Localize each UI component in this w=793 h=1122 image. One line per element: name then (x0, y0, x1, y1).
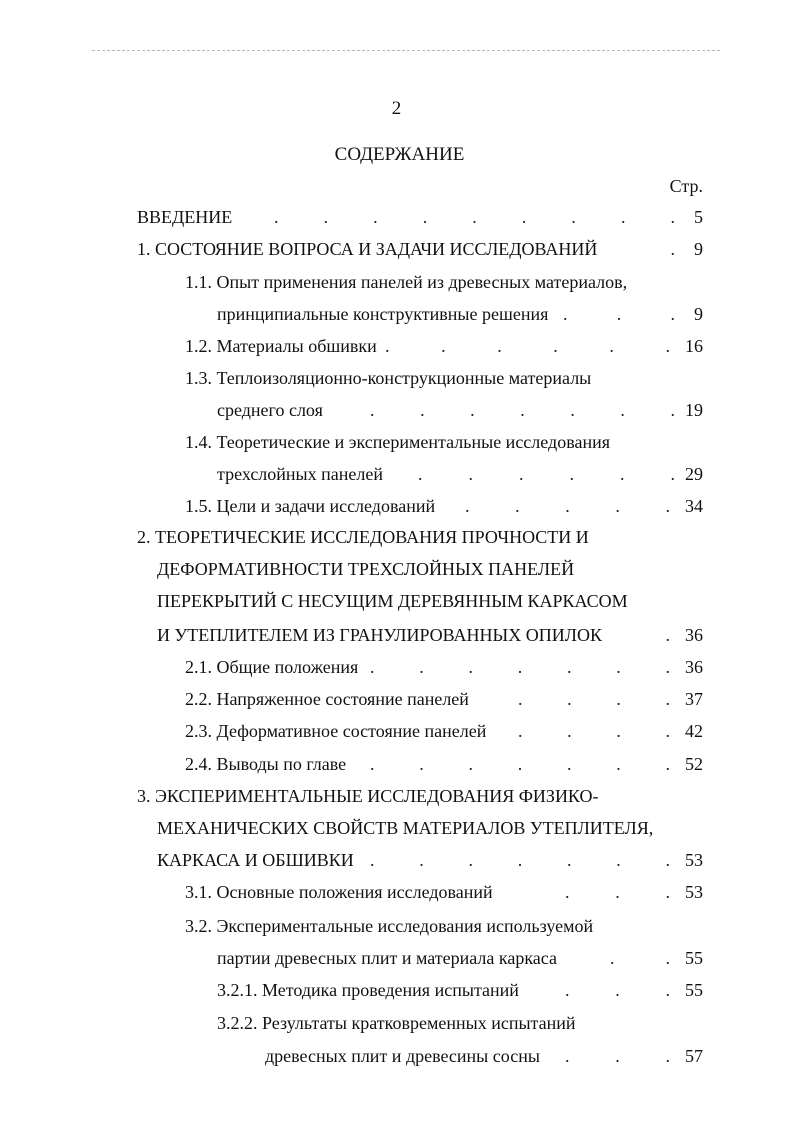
toc-entry (0, 715, 793, 747)
toc-entry (0, 490, 793, 522)
toc-entry (0, 651, 793, 683)
toc-entry-title: 3. ЭКСПЕРИМЕНТАЛЬНЫЕ ИССЛЕДОВАНИЯ ФИЗИКО- (137, 786, 599, 806)
toc-leader-dots: . . . . . (465, 496, 670, 516)
toc-entry-page: 34 (685, 496, 703, 516)
toc-entry (0, 330, 793, 362)
toc-leader-dots: . . . . . . . . . (274, 207, 675, 227)
toc-entry (0, 362, 793, 394)
toc-leader-dots: . . . . . . . (370, 657, 670, 677)
toc-entry-page: 55 (685, 948, 703, 968)
toc-leader-dots: . . . (565, 1046, 670, 1066)
toc-entry-title: ВВЕДЕНИЕ (137, 207, 233, 227)
document-title: СОДЕРЖАНИЕ (334, 144, 465, 165)
toc-leader-dots: . . . . . . . (370, 400, 675, 420)
toc-entry-page: 29 (685, 464, 703, 484)
toc-entry (0, 974, 793, 1006)
toc-entry-title: партии древесных плит и материала каркаса (217, 948, 557, 968)
toc-entry-title: трехслойных панелей (217, 464, 383, 484)
toc-entry (0, 1040, 793, 1072)
toc-leader-dots: . (665, 625, 670, 645)
toc-entry-page: 57 (685, 1046, 703, 1066)
toc-leader-dots: . . . . (518, 721, 670, 741)
toc-leader-dots: . (670, 239, 675, 259)
toc-entry (0, 619, 793, 651)
toc-entry-page: 5 (694, 207, 703, 227)
toc-entry-title: 1. СОСТОЯНИЕ ВОПРОСА И ЗАДАЧИ ИССЛЕДОВАНИЙ (137, 239, 598, 259)
toc-leader-dots: . . . . (518, 689, 670, 709)
toc-entry-page: 52 (685, 754, 703, 774)
toc-entry-title: 2.4. Выводы по главе (185, 754, 347, 774)
toc-entry (0, 683, 793, 715)
toc-leader-dots: . . . . . . (418, 464, 675, 484)
toc-entry (0, 780, 793, 812)
toc-entry-page: 53 (685, 850, 703, 870)
toc-entry-page: 9 (694, 239, 703, 259)
toc-entry (0, 426, 793, 458)
toc-entry-page: 36 (685, 657, 703, 677)
toc-entry-title: МЕХАНИЧЕСКИХ СВОЙСТВ МАТЕРИАЛОВ УТЕПЛИТЕЛЯ, (157, 818, 654, 838)
toc-entry-page: 36 (685, 625, 703, 645)
toc-leader-dots: . . (610, 948, 670, 968)
toc-entry-title: 2.2. Напряженное состояние панелей (185, 689, 469, 709)
toc-entry (0, 585, 793, 617)
toc-leader-dots: . . . . . . . (370, 754, 670, 774)
toc-entry (0, 844, 793, 876)
toc-entry-page: 55 (685, 980, 703, 1000)
toc-leader-dots: . . . (565, 882, 670, 902)
toc-entry-title: 1.2. Материалы обшивки (185, 336, 377, 356)
toc-entry-title: 3.1. Основные положения исследований (185, 882, 493, 902)
page-number: 2 (391, 98, 402, 119)
toc-entry (0, 812, 793, 844)
toc-entry-title: КАРКАСА И ОБШИВКИ (157, 850, 354, 870)
toc-entry (0, 1007, 793, 1039)
toc-entry-title: 2. ТЕОРЕТИЧЕСКИЕ ИССЛЕДОВАНИЯ ПРОЧНОСТИ И (137, 527, 589, 547)
toc-entry-title: 1.5. Цели и задачи исследований (185, 496, 436, 516)
toc-entry-page: 16 (685, 336, 703, 356)
toc-entry (0, 458, 793, 490)
toc-entry-title: 3.2. Экспериментальные исследования используемой (185, 916, 594, 936)
toc-entry (0, 553, 793, 585)
toc-entry (0, 298, 793, 330)
toc-entry-page: 19 (685, 400, 703, 420)
toc-entry-title: 1.3. Теплоизоляционно-конструкционные материалы (185, 368, 592, 388)
toc-entry-page: 53 (685, 882, 703, 902)
toc-entry-page: 37 (685, 689, 703, 709)
toc-leader-dots: . . . (563, 304, 675, 324)
toc-entry-title: 3.2.2. Результаты кратковременных испытаний (217, 1013, 576, 1033)
toc-entry-title: ДЕФОРМАТИВНОСТИ ТРЕХСЛОЙНЫХ ПАНЕЛЕЙ (157, 559, 575, 579)
toc-entry (0, 748, 793, 780)
toc-leader-dots: . . . (565, 980, 670, 1000)
toc-entry-title: среднего слоя (217, 400, 323, 420)
toc-entry-title: принципиальные конструктивные решения (217, 304, 549, 324)
toc-entry-title: 2.3. Деформативное состояние панелей (185, 721, 487, 741)
toc-entry (0, 942, 793, 974)
toc-entry (0, 394, 793, 426)
toc-entry (0, 233, 793, 265)
toc-entry-title: 3.2.1. Методика проведения испытаний (217, 980, 519, 1000)
toc-leader-dots: . . . . . . (385, 336, 670, 356)
toc-entry-page: 42 (685, 721, 703, 741)
toc-entry (0, 876, 793, 908)
toc-leader-dots: . . . . . . . (370, 850, 670, 870)
toc-entry-title: 1.1. Опыт применения панелей из древесных материалов, (185, 272, 628, 292)
toc-entry (0, 266, 793, 298)
toc-entry (0, 521, 793, 553)
toc-entry-title: древесных плит и древесины сосны (265, 1046, 540, 1066)
toc-entry-title: И УТЕПЛИТЕЛЕМ ИЗ ГРАНУЛИРОВАННЫХ ОПИЛОК (157, 625, 602, 645)
toc-entry-title: ПЕРЕКРЫТИЙ С НЕСУЩИМ ДЕРЕВЯННЫМ КАРКАСОМ (157, 591, 628, 611)
toc-entry-page: 9 (694, 304, 703, 324)
toc-entry-title: 1.4. Теоретические и экспериментальные исследования (185, 432, 610, 452)
page-column-header: Стр. (669, 176, 703, 196)
toc-entry (0, 201, 793, 233)
toc-entry (0, 910, 793, 942)
toc-entry-title: 2.1. Общие положения (185, 657, 359, 677)
scan-edge-line (92, 50, 720, 51)
